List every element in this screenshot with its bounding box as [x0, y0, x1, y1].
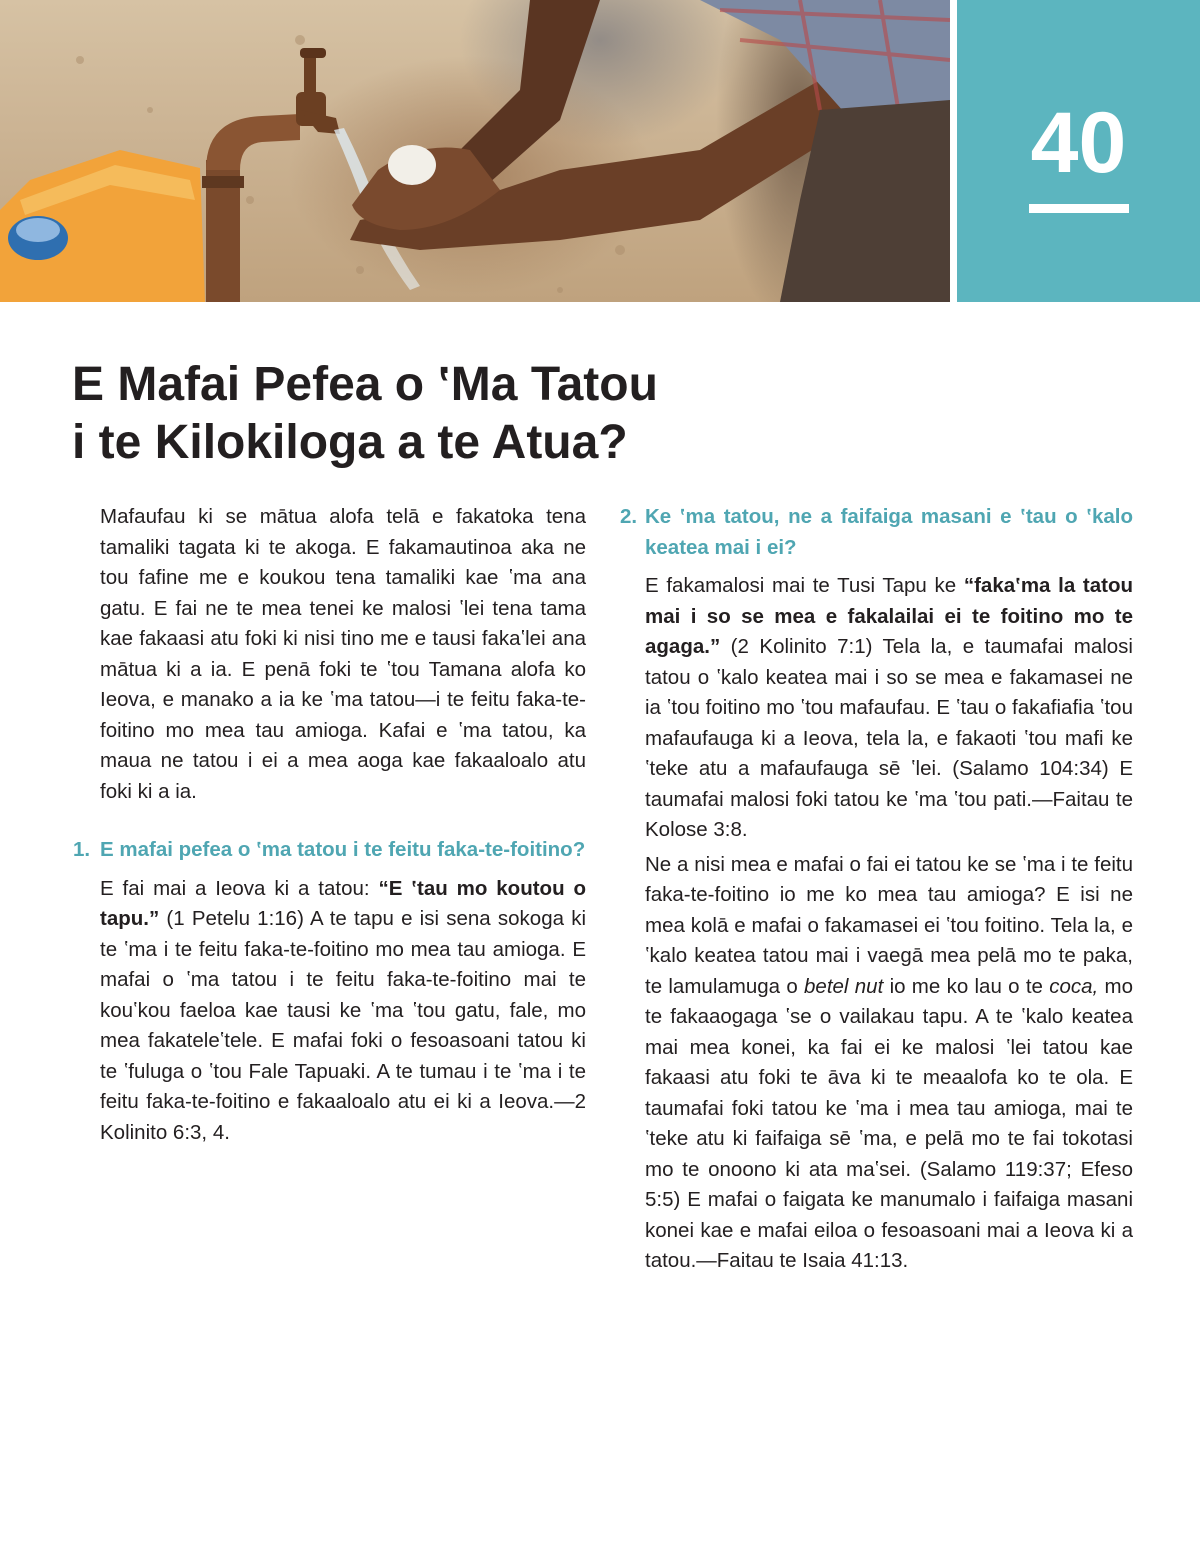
answer-2-scripture-quote: “fakaʽma la tatou mai i so se mea e fakalailai ei te foitino mo te agaga.”: [645, 574, 1133, 658]
answer-1-scripture-quote: “E ʽtau mo koutou o tapu.”: [100, 876, 587, 930]
question-1: [73, 835, 586, 866]
lesson-number: 40: [1030, 95, 1127, 191]
question-1-number: 1.: [73, 838, 91, 861]
answer-2-lead: E fakamalosi mai te Tusi Tapu ke: [645, 574, 964, 597]
answer-2-p2-italic-betel: betel nut: [804, 974, 884, 998]
question-2-text: Ke ʽma tatou, ne a faifaiga masani e ʽtau o ʽkalo keatea mai i ei?: [645, 505, 1133, 559]
page-title: [72, 356, 792, 472]
question-2-number: 2.: [620, 505, 638, 528]
answer-1-body: (1 Petelu 1:16) A te tapu e isi sena sokoga ki te ʽma i te feitu faka-te-foitino mo mea tau amioga. E mafai o ʽma tatou i te feitu faka-te-foitino mai te kouʽkou faeloa kae tausi ke ʽma ʽtou gatu, fale, mo mea fakateleʽtele. E mafai foki o fesoasoani tatou ki te ʽfuluga o ʽtou Fale Tapuaki. A te tumau i te ʽma i te feitu faka-te-foitino e fakaaloalo atu ei ki a Ieova.—2 Kolinito 6:3, 4.: [100, 907, 586, 1144]
question-2: [620, 502, 1133, 563]
handwashing-illustration: [0, 0, 950, 302]
title-line-2: i te Kilokiloga a te Atua?: [72, 416, 628, 469]
header-photo: [0, 0, 950, 302]
faucet: [202, 48, 340, 302]
badge-underline: [1029, 204, 1129, 213]
right-column: [620, 502, 1133, 1277]
question-1-text: E mafai pefea o ʽma tatou i te feitu faka-te-foitino?: [100, 838, 586, 861]
title-line-1: E Mafai Pefea o ʽMa Tatou: [72, 358, 658, 411]
lesson-badge: [957, 0, 1200, 302]
left-column: [73, 502, 587, 1148]
answer-2-p2-part-a: Ne a nisi mea e mafai o fai ei tatou ke se ʽma i te feitu faka-te-foitino io me ko mea tau amioga? E isi ne mea kolā e mafai o fakamasei ei ʽtou foitino. Tela la, e ʽkalo keatea tatou mai i vaegā mea pelā mo te paka, te lamulamuga o: [645, 852, 1133, 998]
answer-1-paragraph: [100, 874, 586, 1149]
answer-2-body: (2 Kolinito 7:1) Tela la, e taumafai malosi tatou o ʽkalo keatea mai i so se mea e fakamasei ne ia ʽtou foitino mo ʽtou mafaufau. E ʽtau o fakafiafia ʽtou mafaufauga ki a Ieova, tela la, e fakaoti ʽtou mafi ke ʽteke atu a mafaufauga sē ʽlei. (Salamo 104:34) E taumafai malosi foki tatou ke ʽma ʽtou pati.—Faitau te Kolose 3:8.: [645, 635, 1133, 841]
answer-2-paragraph-2: [645, 850, 1133, 1277]
answer-2-p2-part-c: mo te fakaaogaga ʽse o vailakau tapu. A te ʽkalo keatea mai mea konei, ka fai ei ke malosi ʽlei tatou kae fakaasi atu foki te āva ki te meaalofa ko te ola. E taumafai foki tatou ke ʽma i mea tau amioga, mai te ʽteke atu ki faifaiga sē ʽma, e pelā mo te fai tokotasi mo te onoono ki ata maʽsei. (Salamo 119:37; Efeso 5:5) E mafai o faigata ke manumalo i faifaiga masani konei kae e mafai eiloa o fesoasoani mai a Ieova ki a tatou.—Faitau te Isaia 41:13.: [645, 974, 1133, 1272]
jerrycan: [0, 150, 205, 302]
answer-2-paragraph-1: [645, 571, 1133, 846]
intro-paragraph: Mafaufau ki se mātua alofa telā e fakatoka tena tamaliki tagata ki te akoga. E fakamautinoa aka ne tou fafine me e koukou tena tamaliki kae ʽma ana gatu. E fai ne te mea tenei ke malosi ʽlei tena tama kae fakaasi atu foki ki nisi tino me e tausi fakaʽlei ana mātua ki a ia. E penā foki te ʽtou Tamana alofa ko Ieova, e manako a ia ke ʽma tatou—i te feitu faka-te-foitino mo mea tau amioga. Kafai e ʽma tatou, ka maua ne tatou i ei a mea aoga kae fakaaloalo atu foki ki a ia.: [100, 505, 586, 803]
answer-2-p2-italic-coca: coca,: [1049, 974, 1099, 998]
answer-2-p2-part-b: io me ko lau o te: [883, 974, 1050, 998]
answer-1-lead: E fai mai a Ieova ki a tatou:: [100, 876, 379, 900]
